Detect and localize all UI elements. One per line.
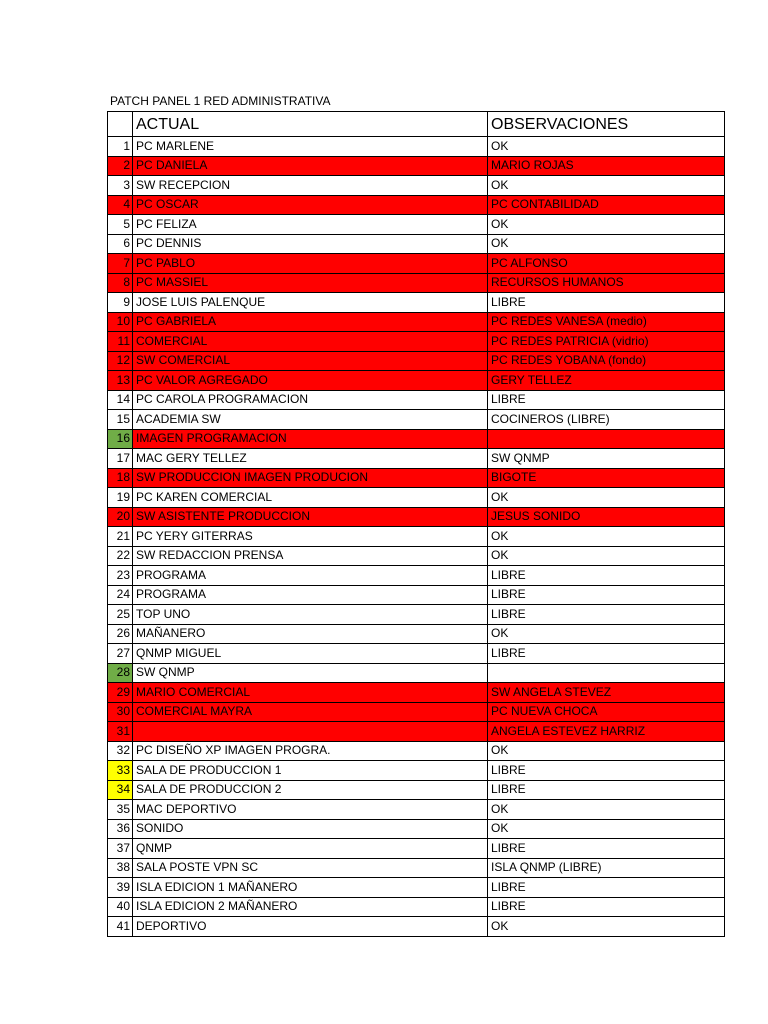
table-row bbox=[108, 800, 725, 820]
actual-cell[interactable]: PC CAROLA PROGRAMACION bbox=[133, 390, 488, 410]
row-number-cell[interactable]: 14 bbox=[108, 390, 133, 410]
observaciones-cell[interactable]: LIBRE bbox=[488, 839, 725, 859]
row-number-cell[interactable]: 22 bbox=[108, 546, 133, 566]
table-row bbox=[108, 254, 725, 274]
table-row bbox=[108, 624, 725, 644]
observaciones-cell[interactable]: PC NUEVA CHOCA bbox=[488, 702, 725, 722]
actual-cell[interactable]: SW PRODUCCION IMAGEN PRODUCION bbox=[133, 468, 488, 488]
row-number-cell[interactable]: 17 bbox=[108, 449, 133, 469]
row-number-cell[interactable]: 20 bbox=[108, 507, 133, 527]
table-row bbox=[108, 663, 725, 683]
table-row bbox=[108, 839, 725, 859]
actual-cell[interactable]: PC DANIELA bbox=[133, 156, 488, 176]
header-actual-cell[interactable]: ACTUAL bbox=[133, 112, 488, 137]
observaciones-cell[interactable]: SW QNMP bbox=[488, 449, 725, 469]
observaciones-cell[interactable]: PC REDES PATRICIA (vidrio) bbox=[488, 332, 725, 352]
row-number-cell[interactable]: 26 bbox=[108, 624, 133, 644]
observaciones-cell[interactable]: GERY TELLEZ bbox=[488, 371, 725, 391]
observaciones-cell[interactable]: COCINEROS (LIBRE) bbox=[488, 410, 725, 430]
observaciones-cell[interactable]: OK bbox=[488, 176, 725, 196]
header-row bbox=[108, 112, 725, 137]
row-number-cell[interactable]: 3 bbox=[108, 176, 133, 196]
actual-cell[interactable]: SW COMERCIAL bbox=[133, 351, 488, 371]
actual-cell[interactable]: PROGRAMA bbox=[133, 566, 488, 586]
observaciones-cell[interactable]: OK bbox=[488, 741, 725, 761]
actual-cell[interactable]: PC PABLO bbox=[133, 254, 488, 274]
table-row bbox=[108, 176, 725, 196]
actual-cell[interactable]: PC GABRIELA bbox=[133, 312, 488, 332]
actual-cell[interactable]: QNMP bbox=[133, 839, 488, 859]
observaciones-cell[interactable]: LIBRE bbox=[488, 780, 725, 800]
row-number-cell[interactable]: 11 bbox=[108, 332, 133, 352]
table-row bbox=[108, 585, 725, 605]
actual-cell[interactable]: ISLA EDICION 1 MAÑANERO bbox=[133, 878, 488, 898]
row-number-cell[interactable]: 38 bbox=[108, 858, 133, 878]
header-num-cell[interactable] bbox=[108, 112, 133, 137]
row-number-cell[interactable]: 39 bbox=[108, 878, 133, 898]
actual-cell[interactable]: PC MASSIEL bbox=[133, 273, 488, 293]
observaciones-cell[interactable]: RECURSOS HUMANOS bbox=[488, 273, 725, 293]
header-observaciones-cell[interactable]: OBSERVACIONES bbox=[488, 112, 725, 137]
observaciones-cell[interactable]: ISLA QNMP (LIBRE) bbox=[488, 858, 725, 878]
observaciones-cell[interactable]: OK bbox=[488, 137, 725, 157]
actual-cell[interactable]: MAÑANERO bbox=[133, 624, 488, 644]
table-row bbox=[108, 644, 725, 664]
actual-cell[interactable]: ACADEMIA SW bbox=[133, 410, 488, 430]
table-row bbox=[108, 780, 725, 800]
table-row bbox=[108, 195, 725, 215]
table-row bbox=[108, 566, 725, 586]
row-number-cell[interactable]: 13 bbox=[108, 371, 133, 391]
actual-cell[interactable]: JOSE LUIS PALENQUE bbox=[133, 293, 488, 313]
actual-cell[interactable]: PC DENNIS bbox=[133, 234, 488, 254]
observaciones-cell[interactable]: JESUS SONIDO bbox=[488, 507, 725, 527]
actual-cell[interactable]: SW QNMP bbox=[133, 663, 488, 683]
observaciones-cell[interactable]: LIBRE bbox=[488, 585, 725, 605]
table-row bbox=[108, 722, 725, 742]
actual-cell[interactable]: PC FELIZA bbox=[133, 215, 488, 235]
actual-cell[interactable]: DEPORTIVO bbox=[133, 917, 488, 937]
row-number-cell[interactable]: 4 bbox=[108, 195, 133, 215]
actual-cell[interactable]: MAC GERY TELLEZ bbox=[133, 449, 488, 469]
actual-cell[interactable]: PC DISEÑO XP IMAGEN PROGRA. bbox=[133, 741, 488, 761]
observaciones-cell[interactable]: OK bbox=[488, 800, 725, 820]
observaciones-cell[interactable]: OK bbox=[488, 215, 725, 235]
observaciones-cell[interactable]: OK bbox=[488, 488, 725, 508]
observaciones-cell[interactable]: LIBRE bbox=[488, 878, 725, 898]
actual-cell[interactable]: SW ASISTENTE PRODUCCION bbox=[133, 507, 488, 527]
table-row bbox=[108, 371, 725, 391]
table-row bbox=[108, 332, 725, 352]
table-row bbox=[108, 449, 725, 469]
table-row bbox=[108, 897, 725, 917]
patch-panel-table bbox=[107, 111, 725, 937]
observaciones-cell[interactable]: LIBRE bbox=[488, 390, 725, 410]
row-number-cell[interactable]: 15 bbox=[108, 410, 133, 430]
actual-cell[interactable]: QNMP MIGUEL bbox=[133, 644, 488, 664]
actual-cell[interactable]: IMAGEN PROGRAMACION bbox=[133, 429, 488, 449]
table-row bbox=[108, 156, 725, 176]
actual-cell[interactable]: PROGRAMA bbox=[133, 585, 488, 605]
observaciones-cell[interactable]: MARIO ROJAS bbox=[488, 156, 725, 176]
observaciones-cell[interactable]: LIBRE bbox=[488, 293, 725, 313]
row-number-cell[interactable]: 31 bbox=[108, 722, 133, 742]
row-number-cell[interactable]: 10 bbox=[108, 312, 133, 332]
row-number-cell[interactable]: 40 bbox=[108, 897, 133, 917]
actual-cell[interactable]: COMERCIAL MAYRA bbox=[133, 702, 488, 722]
table-row bbox=[108, 819, 725, 839]
actual-cell[interactable]: SALA DE PRODUCCION 1 bbox=[133, 761, 488, 781]
row-number-cell[interactable]: 21 bbox=[108, 527, 133, 547]
row-number-cell[interactable]: 36 bbox=[108, 819, 133, 839]
table-row bbox=[108, 137, 725, 157]
row-number-cell[interactable]: 19 bbox=[108, 488, 133, 508]
table-row bbox=[108, 390, 725, 410]
row-number-cell[interactable]: 32 bbox=[108, 741, 133, 761]
observaciones-cell[interactable]: LIBRE bbox=[488, 644, 725, 664]
row-number-cell[interactable]: 29 bbox=[108, 683, 133, 703]
observaciones-cell[interactable]: OK bbox=[488, 234, 725, 254]
row-number-cell[interactable]: 18 bbox=[108, 468, 133, 488]
observaciones-cell[interactable]: PC REDES VANESA (medio) bbox=[488, 312, 725, 332]
observaciones-cell[interactable]: PC ALFONSO bbox=[488, 254, 725, 274]
table-row bbox=[108, 215, 725, 235]
actual-cell[interactable]: MAC DEPORTIVO bbox=[133, 800, 488, 820]
actual-cell[interactable]: SALA POSTE VPN SC bbox=[133, 858, 488, 878]
actual-cell[interactable]: COMERCIAL bbox=[133, 332, 488, 352]
table-row bbox=[108, 605, 725, 625]
actual-cell[interactable]: ISLA EDICION 2 MAÑANERO bbox=[133, 897, 488, 917]
table-row bbox=[108, 878, 725, 898]
table-row bbox=[108, 293, 725, 313]
table-row bbox=[108, 546, 725, 566]
actual-cell[interactable]: PC MARLENE bbox=[133, 137, 488, 157]
observaciones-cell[interactable]: LIBRE bbox=[488, 566, 725, 586]
table-row bbox=[108, 273, 725, 293]
row-number-cell[interactable]: 30 bbox=[108, 702, 133, 722]
table-row bbox=[108, 858, 725, 878]
observaciones-cell[interactable]: OK bbox=[488, 624, 725, 644]
table-row bbox=[108, 410, 725, 430]
actual-cell[interactable]: MARIO COMERCIAL bbox=[133, 683, 488, 703]
table-body bbox=[108, 112, 725, 937]
row-number-cell[interactable]: 5 bbox=[108, 215, 133, 235]
actual-cell[interactable] bbox=[133, 722, 488, 742]
row-number-cell[interactable]: 41 bbox=[108, 917, 133, 937]
observaciones-cell[interactable]: ANGELA ESTEVEZ HARRIZ bbox=[488, 722, 725, 742]
row-number-cell[interactable]: 6 bbox=[108, 234, 133, 254]
actual-cell[interactable]: PC KAREN COMERCIAL bbox=[133, 488, 488, 508]
observaciones-cell[interactable]: BIGOTE bbox=[488, 468, 725, 488]
row-number-cell[interactable]: 9 bbox=[108, 293, 133, 313]
table-row bbox=[108, 351, 725, 371]
actual-cell[interactable]: SW RECEPCION bbox=[133, 176, 488, 196]
observaciones-cell[interactable]: OK bbox=[488, 819, 725, 839]
row-number-cell[interactable]: 1 bbox=[108, 137, 133, 157]
row-number-cell[interactable]: 16 bbox=[108, 429, 133, 449]
row-number-cell[interactable]: 7 bbox=[108, 254, 133, 274]
table-row bbox=[108, 917, 725, 937]
sheet-title: PATCH PANEL 1 RED ADMINISTRATIVA bbox=[110, 94, 331, 108]
observaciones-cell[interactable] bbox=[488, 663, 725, 683]
actual-cell[interactable]: SW REDACCION PRENSA bbox=[133, 546, 488, 566]
observaciones-cell[interactable]: LIBRE bbox=[488, 761, 725, 781]
table-row bbox=[108, 702, 725, 722]
table-row bbox=[108, 761, 725, 781]
observaciones-cell[interactable]: SW ANGELA STEVEZ bbox=[488, 683, 725, 703]
observaciones-cell[interactable]: PC REDES YOBANA (fondo) bbox=[488, 351, 725, 371]
actual-cell[interactable]: PC VALOR AGREGADO bbox=[133, 371, 488, 391]
row-number-cell[interactable]: 8 bbox=[108, 273, 133, 293]
row-number-cell[interactable]: 37 bbox=[108, 839, 133, 859]
table-row bbox=[108, 234, 725, 254]
observaciones-cell[interactable]: OK bbox=[488, 917, 725, 937]
observaciones-cell[interactable]: LIBRE bbox=[488, 897, 725, 917]
row-number-cell[interactable]: 12 bbox=[108, 351, 133, 371]
row-number-cell[interactable]: 35 bbox=[108, 800, 133, 820]
row-number-cell[interactable]: 33 bbox=[108, 761, 133, 781]
table-row bbox=[108, 527, 725, 547]
observaciones-cell[interactable]: OK bbox=[488, 527, 725, 547]
observaciones-cell[interactable] bbox=[488, 429, 725, 449]
row-number-cell[interactable]: 24 bbox=[108, 585, 133, 605]
table-row bbox=[108, 488, 725, 508]
actual-cell[interactable]: SONIDO bbox=[133, 819, 488, 839]
table-row bbox=[108, 683, 725, 703]
row-number-cell[interactable]: 25 bbox=[108, 605, 133, 625]
table-row bbox=[108, 429, 725, 449]
observaciones-cell[interactable]: OK bbox=[488, 546, 725, 566]
table-row bbox=[108, 507, 725, 527]
actual-cell[interactable]: TOP UNO bbox=[133, 605, 488, 625]
observaciones-cell[interactable]: LIBRE bbox=[488, 605, 725, 625]
table-row bbox=[108, 741, 725, 761]
actual-cell[interactable]: PC YERY GITERRAS bbox=[133, 527, 488, 547]
actual-cell[interactable]: SALA DE PRODUCCION 2 bbox=[133, 780, 488, 800]
actual-cell[interactable]: PC OSCAR bbox=[133, 195, 488, 215]
row-number-cell[interactable]: 23 bbox=[108, 566, 133, 586]
row-number-cell[interactable]: 34 bbox=[108, 780, 133, 800]
row-number-cell[interactable]: 27 bbox=[108, 644, 133, 664]
row-number-cell[interactable]: 2 bbox=[108, 156, 133, 176]
row-number-cell[interactable]: 28 bbox=[108, 663, 133, 683]
observaciones-cell[interactable]: PC CONTABILIDAD bbox=[488, 195, 725, 215]
table-row bbox=[108, 312, 725, 332]
table-row bbox=[108, 468, 725, 488]
